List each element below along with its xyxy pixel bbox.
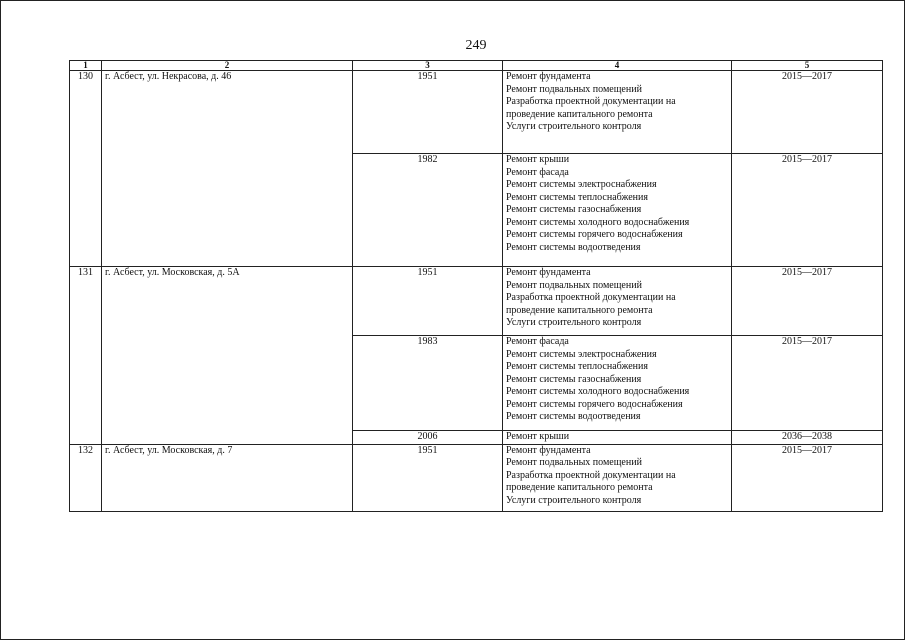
period-cell: 2015—2017 bbox=[732, 267, 883, 336]
address-cell: г. Асбест, ул. Московская, д. 7 bbox=[102, 444, 353, 511]
work-item: Услуги строительного контроля bbox=[506, 494, 642, 506]
year-cell: 1951 bbox=[353, 71, 503, 154]
works-cell bbox=[503, 267, 732, 336]
work-item: Ремонт системы холодного водоснабжения bbox=[506, 216, 690, 228]
work-item: Услуги строительного контроля bbox=[506, 121, 642, 132]
works-cell bbox=[503, 431, 732, 445]
work-item: Ремонт системы теплоснабжения bbox=[506, 191, 648, 203]
work-item: проведение капитального ремонта bbox=[506, 108, 653, 120]
table-row bbox=[70, 267, 883, 336]
year-cell: 1951 bbox=[353, 444, 503, 511]
work-item: Ремонт фундамента bbox=[506, 444, 591, 456]
column-header: 3 bbox=[353, 61, 503, 71]
table-body bbox=[70, 71, 883, 512]
work-item: Ремонт подвальных помещений bbox=[506, 279, 642, 291]
work-item: Ремонт системы теплоснабжения bbox=[506, 361, 648, 372]
works-cell bbox=[503, 154, 732, 267]
year-cell: 1951 bbox=[353, 267, 503, 336]
work-item: Ремонт системы газоснабжения bbox=[506, 373, 642, 385]
work-item: Ремонт системы холодного водоснабжения bbox=[506, 386, 690, 397]
work-item: Разработка проектной документации на bbox=[506, 469, 676, 481]
work-item: Ремонт крыши bbox=[506, 154, 570, 165]
table-header-row bbox=[70, 61, 883, 71]
period-cell: 2015—2017 bbox=[732, 336, 883, 431]
works-cell bbox=[503, 444, 732, 511]
works-cell bbox=[503, 336, 732, 431]
row-number: 130 bbox=[70, 71, 102, 267]
page-number: 249 bbox=[465, 38, 487, 53]
row-number: 132 bbox=[70, 444, 102, 511]
work-item: Ремонт системы горячего водоснабжения bbox=[506, 398, 683, 410]
year-cell: 2006 bbox=[353, 431, 503, 445]
period-cell: 2015—2017 bbox=[732, 444, 883, 511]
work-item: Разработка проектной документации на bbox=[506, 292, 676, 303]
table-row bbox=[70, 444, 883, 511]
work-item: Ремонт системы водоотведения bbox=[506, 241, 641, 253]
address-cell: г. Асбест, ул. Московская, д. 5А bbox=[102, 267, 353, 445]
row-number: 131 bbox=[70, 267, 102, 445]
year-cell: 1983 bbox=[353, 336, 503, 431]
period-cell: 2015—2017 bbox=[732, 154, 883, 267]
work-item: Ремонт фасада bbox=[506, 336, 569, 347]
work-item: Ремонт подвальных помещений bbox=[506, 457, 642, 468]
work-item: проведение капитального ремонта bbox=[506, 482, 653, 493]
work-item: Ремонт системы горячего водоснабжения bbox=[506, 229, 683, 240]
address-cell: г. Асбест, ул. Некрасова, д. 46 bbox=[102, 71, 353, 267]
works-cell bbox=[503, 71, 732, 154]
work-item: Услуги строительного контроля bbox=[506, 317, 642, 328]
column-header: 4 bbox=[503, 61, 732, 71]
table-row bbox=[70, 71, 883, 154]
column-header: 5 bbox=[732, 61, 883, 71]
period-cell: 2015—2017 bbox=[732, 71, 883, 154]
work-item: Ремонт системы электроснабжения bbox=[506, 179, 657, 190]
work-item: Ремонт подвальных помещений bbox=[506, 83, 642, 95]
work-item: Ремонт системы газоснабжения bbox=[506, 204, 642, 215]
work-item: Ремонт системы электроснабжения bbox=[506, 348, 657, 360]
work-item: Ремонт фасада bbox=[506, 166, 569, 178]
period-cell: 2036—2038 bbox=[732, 431, 883, 445]
work-item: проведение капитального ремонта bbox=[506, 304, 653, 316]
repair-works-table bbox=[69, 60, 883, 512]
work-item: Ремонт системы водоотведения bbox=[506, 411, 641, 422]
column-header: 2 bbox=[102, 61, 353, 71]
column-header: 1 bbox=[70, 61, 102, 71]
year-cell: 1982 bbox=[353, 154, 503, 267]
work-item: Ремонт фундамента bbox=[506, 71, 591, 82]
work-item: Ремонт крыши bbox=[506, 431, 570, 442]
work-item: Разработка проектной документации на bbox=[506, 96, 676, 107]
work-item: Ремонт фундамента bbox=[506, 267, 591, 278]
